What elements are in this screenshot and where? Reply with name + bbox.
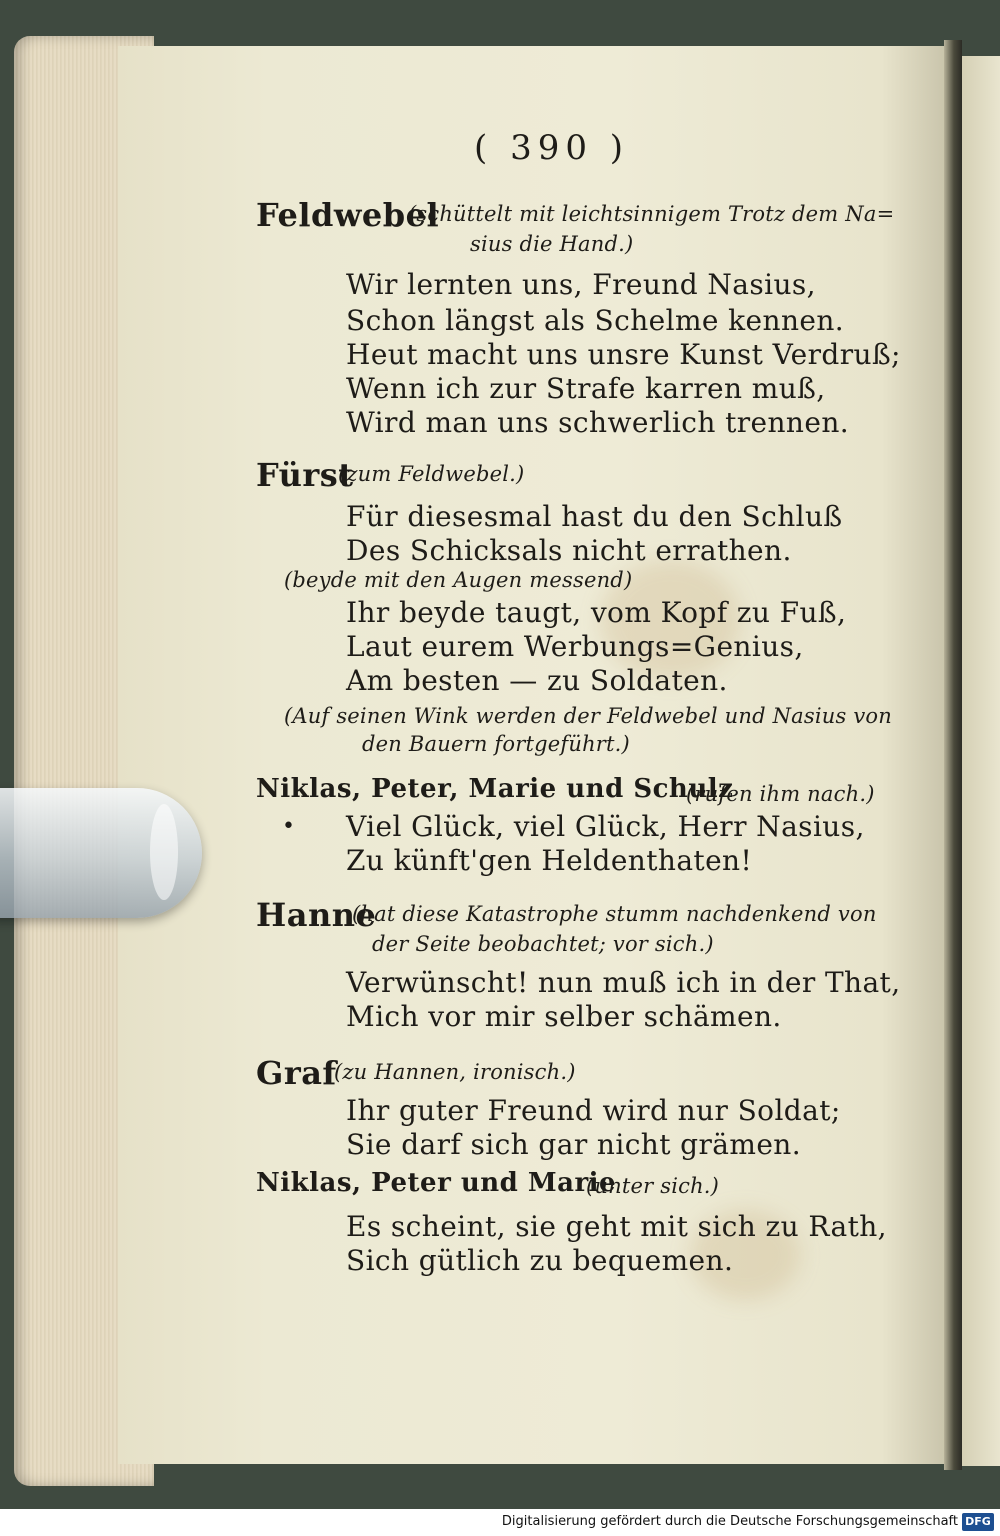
speaker-name: Niklas, Peter und Marie	[256, 1168, 617, 1198]
verse-line: Am besten — zu Soldaten.	[346, 664, 728, 697]
verse-line: Wird man uns schwerlich trennen.	[346, 406, 850, 439]
facing-page-edge	[962, 56, 1000, 1466]
stage-direction: (beyde mit den Augen messend)	[284, 568, 633, 592]
stage-direction: sius die Hand.)	[470, 232, 634, 256]
page-number: ( 390 )	[474, 128, 630, 168]
verse-line: Sich gütlich zu bequemen.	[346, 1244, 734, 1277]
verse-line: Es scheint, sie geht mit sich zu Rath,	[346, 1210, 887, 1243]
stage-direction: (zum Feldwebel.)	[338, 462, 525, 486]
stage-direction: (schüttelt mit leichtsinnigem Trotz dem Na=	[408, 202, 895, 226]
dfg-logo: DFG	[962, 1513, 994, 1531]
verse-line: Laut eurem Werbungs=Genius,	[346, 630, 804, 663]
verse-line: Heut macht uns unsre Kunst Verdruß;	[346, 338, 901, 371]
clip-highlight	[150, 804, 178, 900]
line-marker: •	[282, 814, 295, 839]
speaker-name: Graf	[256, 1054, 337, 1092]
book-gutter	[944, 40, 962, 1470]
verse-line: Des Schicksals nicht errathen.	[346, 534, 792, 567]
verse-line: Sie darf sich gar nicht grämen.	[346, 1128, 802, 1161]
speaker-name: Feldwebel	[256, 196, 440, 234]
stage-direction: der Seite beobachtet; vor sich.)	[372, 932, 714, 956]
verse-line: Schon längst als Schelme kennen.	[346, 304, 845, 337]
speaker-name: Fürst	[256, 456, 354, 494]
verse-line: Mich vor mir selber schämen.	[346, 1000, 782, 1033]
verse-line: Viel Glück, viel Glück, Herr Nasius,	[346, 810, 865, 843]
verse-line: Wenn ich zur Strafe karren muß,	[346, 372, 826, 405]
verse-line: Ihr guter Freund wird nur Soldat;	[346, 1094, 841, 1127]
verse-line: Ihr beyde taugt, vom Kopf zu Fuß,	[346, 596, 847, 629]
page-clip	[0, 788, 202, 918]
verse-line: Wir lernten uns, Freund Nasius,	[346, 268, 816, 301]
stage-direction: (zu Hannen, ironisch.)	[334, 1060, 576, 1084]
funding-credit: Digitalisierung gefördert durch die Deutsche Forschungsgemeinschaft	[501, 1514, 958, 1529]
stage-direction: (unter sich.)	[586, 1174, 720, 1198]
stage-direction: den Bauern fortgeführt.)	[362, 732, 630, 756]
verse-line: Zu künft'gen Heldenthaten!	[346, 844, 753, 877]
stage-direction: (hat diese Katastrophe stumm nachdenkend von	[352, 902, 877, 926]
speaker-name: Hanne	[256, 896, 377, 934]
verse-line: Für diesesmal hast du den Schluß	[346, 500, 843, 533]
verse-line: Verwünscht! nun muß ich in der That,	[346, 966, 901, 999]
speaker-name: Niklas, Peter, Marie und Schulz	[256, 774, 734, 804]
stage-direction: (Auf seinen Wink werden der Feldwebel und Nasius von	[284, 704, 892, 728]
footer-bar	[0, 1509, 1000, 1536]
stage-direction: (rufen ihm nach.)	[686, 782, 875, 806]
